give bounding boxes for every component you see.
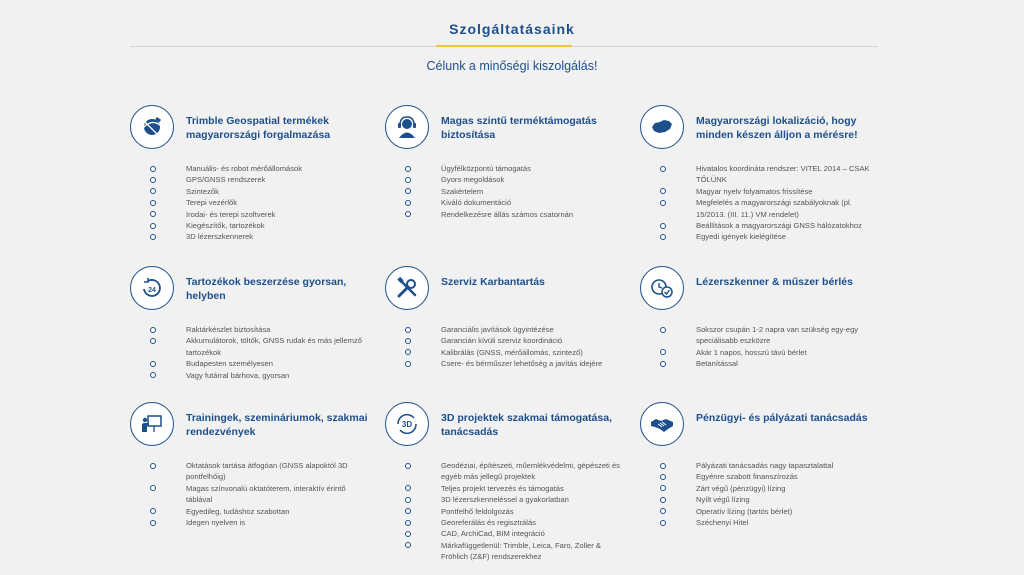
list-item: Zárt végű (pénzügyi) lízing xyxy=(660,483,880,494)
list-item: Garanciális javítások ügyintézése xyxy=(405,324,625,335)
list-item: Terepi vezérlők xyxy=(150,197,370,208)
list-item: Teljes projekt tervezés és támogatás xyxy=(405,483,625,494)
service-list xyxy=(150,324,370,381)
service-title: Magas szintű terméktámogatás biztosítása xyxy=(441,115,597,141)
hungary-map-icon xyxy=(640,105,684,149)
service-title: Trimble Geospatial termékek magyarországi forgalmazása xyxy=(186,115,331,141)
list-item: Kiegészítők, tartozékok xyxy=(150,220,370,231)
list-item: Manuális- és robot mérőállomások xyxy=(150,163,370,174)
title-accent-underline xyxy=(436,45,572,47)
list-item: Raktárkészlet biztosítása xyxy=(150,324,370,335)
list-item: Kalibrálás (GNSS, mérőállomás, szintező) xyxy=(405,347,625,358)
service-title: 3D projektek szakmai támogatása, tanácsadás xyxy=(441,412,612,438)
list-item: Kiváló dokumentáció xyxy=(405,197,625,208)
list-item: Ügyfélközpontú támogatás xyxy=(405,163,625,174)
list-item: Sokszor csupán 1-2 napra van szükség egy-egy speciálisabb eszközre xyxy=(660,324,880,347)
list-item: Vagy futárral bárhova, gyorsan xyxy=(150,370,370,381)
list-item: Pályázati tanácsadás nagy tapasztalattal xyxy=(660,460,880,471)
list-item: Oktatások tartása átfogóan (GNSS alapoktól 3D pontfelhőig) xyxy=(150,460,370,483)
list-item: 3D lézerszkenneléssel a gyakorlatban xyxy=(405,494,625,505)
list-item: Márkafüggetlenül: Trimble, Leica, Faro, Zoller & Fröhlich (Z&F) rendszerekhez xyxy=(405,540,625,563)
service-title: Trainingek, szemináriumok, szakmai rendezvények xyxy=(186,412,368,438)
list-item: Rendelkezésre állás számos csatornán xyxy=(405,209,625,220)
service-title: Magyarországi lokalizáció, hogy minden készen álljon a mérésre! xyxy=(696,115,858,141)
list-item: Budapesten személyesen xyxy=(150,358,370,369)
list-item: Hivatalos koordináta rendszer: VITEL 2014 – CSAK TŐLÜNK xyxy=(660,163,880,186)
list-item: Nyílt végű lízing xyxy=(660,494,880,505)
svg-text:3D: 3D xyxy=(401,420,413,429)
handshake-icon xyxy=(640,402,684,446)
list-item: Garancián kívüli szerviz koordináció xyxy=(405,335,625,346)
list-item: Magyar nyelv folyamatos frissítése xyxy=(660,186,880,197)
service-title: Pénzügyi- és pályázati tanácsadás xyxy=(696,412,868,424)
list-item: Betanítással xyxy=(660,358,880,369)
service-list xyxy=(660,163,880,243)
clock-check-icon xyxy=(640,266,684,310)
list-item: GPS/GNSS rendszerek xyxy=(150,174,370,185)
3d-rotate-icon xyxy=(385,402,429,446)
service-list xyxy=(405,163,625,220)
list-item: Akkumulátorok, töltők, GNSS rudak és más jellemző tartozékok xyxy=(150,335,370,358)
list-item: Pontfelhő feldolgozás xyxy=(405,506,625,517)
service-title: Tartozékok beszerzése gyorsan, helyben xyxy=(186,276,347,302)
list-item: Megfelelés a magyarországi szabályoknak (pl. 15/2013. (III. 11.) VM rendelet) xyxy=(660,197,880,220)
support-headset-icon xyxy=(385,105,429,149)
list-item: Operatív lízing (tartós bérlet) xyxy=(660,506,880,517)
24h-delivery-icon xyxy=(130,266,174,310)
service-list xyxy=(150,460,370,528)
service-list xyxy=(150,163,370,243)
list-item: Akár 1 napos, hosszú távú bérlet xyxy=(660,347,880,358)
service-list xyxy=(405,324,625,370)
list-item: 3D lézerszkennerek xyxy=(150,231,370,242)
service-title: Szerviz Karbantartás xyxy=(441,276,545,288)
service-title: Lézerszkenner & műszer bérlés xyxy=(696,276,853,288)
service-list xyxy=(660,460,880,528)
list-item: Magas színvonalú oktatóterem, interaktív érintő táblával xyxy=(150,483,370,506)
service-list xyxy=(660,324,880,370)
svg-text:24: 24 xyxy=(148,287,156,294)
list-item: Beállítások a magyarországi GNSS hálózatokhoz xyxy=(660,220,880,231)
list-item: Szintezők xyxy=(150,186,370,197)
list-item: Széchenyi Hitel xyxy=(660,517,880,528)
globe-satellite-icon xyxy=(130,105,174,149)
list-item: Szakértelem xyxy=(405,186,625,197)
tools-icon xyxy=(385,266,429,310)
presentation-trainer-icon xyxy=(130,402,174,446)
list-item: Csere- és bérműszer lehetőség a javítás idejére xyxy=(405,358,625,369)
service-list xyxy=(405,460,625,563)
list-item: CAD, ArchiCad, BIM integráció xyxy=(405,528,625,539)
list-item: Idegen nyelven is xyxy=(150,517,370,528)
list-item: Irodai- és terepi szoftverek xyxy=(150,209,370,220)
list-item: Gyors megoldások xyxy=(405,174,625,185)
list-item: Georeferálás és regisztrálás xyxy=(405,517,625,528)
list-item: Geodéziai, építészeti, műemlékvédelmi, gépészeti és egyéb más jellegű projektek xyxy=(405,460,625,483)
list-item: Egyedi igények kielégítése xyxy=(660,231,880,242)
list-item: Egyénre szabott finanszírozás xyxy=(660,471,880,482)
page-subtitle: Célunk a minőségi kiszolgálás! xyxy=(426,59,598,73)
page-title: Szolgáltatásaink xyxy=(449,21,575,37)
list-item: Egyedileg, tudáshoz szabottan xyxy=(150,506,370,517)
